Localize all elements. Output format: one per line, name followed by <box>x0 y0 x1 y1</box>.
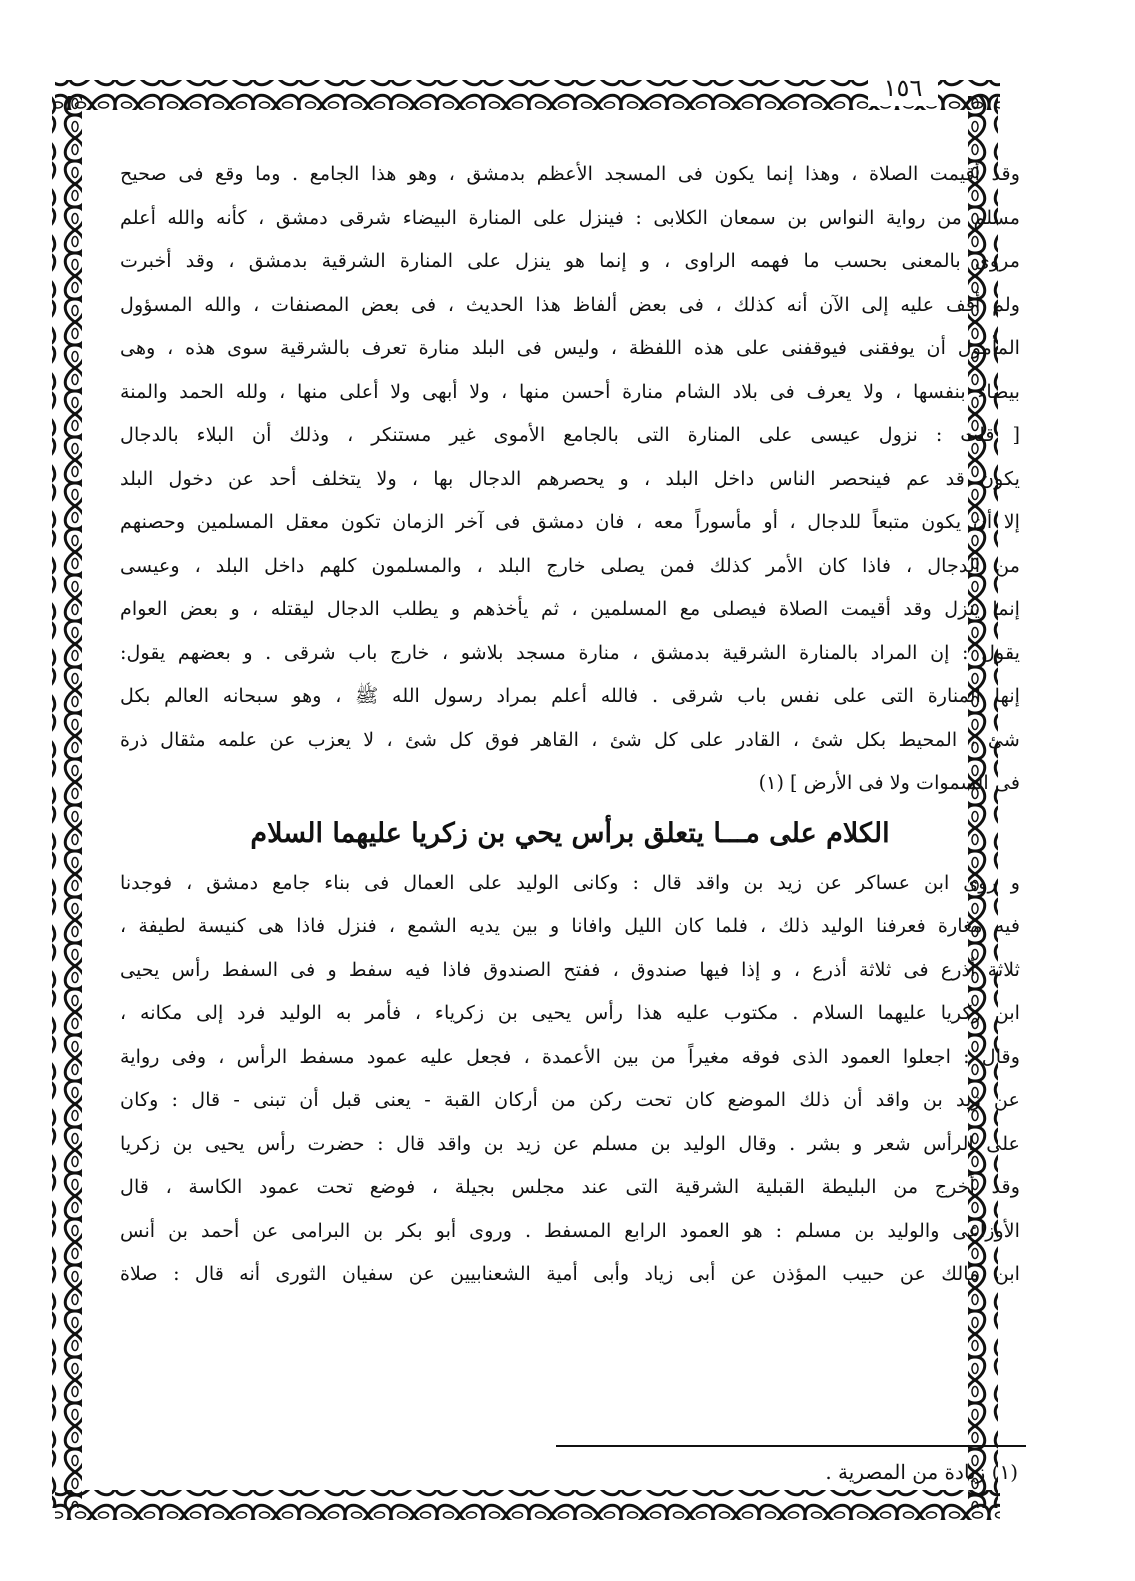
text-line: بيضاء بنفسها ، ولا يعرف فى بلاد الشام منارة أحسن منها ، ولا أبهى ولا أعلى منها ، ولله الحمد والمنة <box>120 379 1020 403</box>
text-line: من الدجال ، فاذا كان الأمر كذلك فمن يصلى خارج البلد ، والمسلمون كلهم داخل البلد ، وعيسى <box>120 553 1020 577</box>
page-content <box>120 152 1020 1296</box>
footnote-divider <box>556 1445 1026 1447</box>
section-heading: الكلام على مـــا يتعلق برأس يحي بن زكريا عليهما السلام <box>250 817 890 849</box>
text-line: فيه مغارة فعرفنا الوليد ذلك ، فلما كان الليل وافانا و بين يديه الشمع ، فنزل فاذا هى كنيسة لطيفة ، <box>120 914 1020 937</box>
border-left <box>52 96 82 1508</box>
border-top <box>55 80 1000 110</box>
text-line: وقد أقيمت الصلاة ، وهذا إنما يكون فى المسجد الأعظم بدمشق ، وهو هذا الجامع . وما وقع فى صحيح <box>120 162 1020 185</box>
text-line: عن زيد بن واقد أن ذلك الموضع كان تحت ركن من أركان القبة - يعنى قبل أن تبنى - قال : وكان <box>120 1088 1020 1111</box>
footnote <box>556 1455 1018 1489</box>
bracketed-addition <box>120 413 1020 805</box>
paragraph-1 <box>120 152 1020 413</box>
text-line: إلا أن يكون متبعاً للدجال ، أو مأسوراً معه ، فان دمشق فى آخر الزمان تكون معقل المسلمين وحصنهم <box>120 510 1020 533</box>
paragraph-3 <box>120 861 1020 1296</box>
text-line: و روى ابن عساكر عن زيد بن واقد قال : وكانى الوليد على العمال فى بناء جامع دمشق ، فوجدنا <box>120 870 1020 894</box>
page-number: ١٥٦ <box>868 70 938 106</box>
text-line: الأوزاعى والوليد بن مسلم : هو العمود الرابع المسفط . وروى أبو بكر بن البرامى عن أحمد بن أنس <box>120 1218 1020 1242</box>
text-line: يكون قد عم فينحصر الناس داخل البلد ، و يحصرهم الدجال بها ، ولا يتخلف أحد عن دخول البلد <box>120 466 1020 490</box>
text-line: يقول : إن المراد بالمنارة الشرقية بدمشق ، منارة مسجد بلاشو ، خارج باب شرقى . و بعضهم يقول: <box>120 640 1020 664</box>
footnote-text: زيادة من المصرية . <box>825 1460 986 1484</box>
text-line: إنما ينزل وقد أقيمت الصلاة فيصلى مع المسلمين ، ثم يأخذهم و يطلب الدجال ليقتله ، و بعض العوام <box>120 597 1020 620</box>
text-line: مسلم من رواية النواس بن سمعان الكلابى : فينزل على المنارة البيضاء شرقى دمشق ، كأنه والله أعلم <box>120 205 1020 229</box>
text-line: ثلاثة أذرع فى ثلاثة أذرع ، و إذا فيها صندوق ، ففتح الصندوق فاذا فيه سفط و فى السفط رأس يحيى <box>120 957 1020 981</box>
text-line: [ قلت : نزول عيسى على المنارة التى بالجامع الأموى غير مستنكر ، وذلك أن البلاء بالدجال <box>120 423 1020 446</box>
text-line: وقال : اجعلوا العمود الذى فوقه مغيراً من بين الأعمدة ، فجعل عليه عمود مسفط الرأس ، وفى رواية <box>120 1044 1020 1068</box>
text-line: ولم أقف عليه إلى الآن أنه كذلك ، فى بعض ألفاظ هذا الحديث ، فى بعض المصنفات ، والله المسؤول <box>120 292 1020 316</box>
footnote-marker: (١) <box>991 1460 1018 1484</box>
text-line: ابن زكريا عليهما السلام . مكتوب عليه هذا رأس يحيى بن زكرياء ، فأمر به الوليد فرد إلى مكانه ، <box>120 1001 1020 1024</box>
text-line: المأمول أن يوفقنى فيوقفنى على هذه اللفظة ، وليس فى البلد منارة تعرف بالشرقية سوى هذه ، وهى <box>120 336 1020 359</box>
text-line: وقد أخرج من البليطة القبلية الشرقية التى عند مجلس بجيلة ، فوضع تحت عمود الكاسة ، قال <box>120 1175 1020 1198</box>
text-line: ابن مالك عن حبيب المؤذن عن أبى زياد وأبى أمية الشعنابيين عن سفيان الثورى أنه قال : صلاة <box>120 1262 1020 1285</box>
text-line: مروى بالمعنى بحسب ما فهمه الراوى ، و إنما هو ينزل على المنارة الشرقية بدمشق ، وقد أخبرت <box>120 249 1020 272</box>
text-line: فى السموات ولا فى الأرض ] (١) <box>758 771 1020 794</box>
text-line: على الرأس شعر و بشر . وقال الوليد بن مسلم عن زيد بن واقد قال : حضرت رأس يحيى بن زكريا <box>120 1131 1020 1155</box>
border-bottom <box>55 1490 1000 1520</box>
text-line: إنها المنارة التى على نفس باب شرقى . فالله أعلم بمراد رسول الله ﷺ ، وهو سبحانه العالم بكل <box>120 684 1020 707</box>
text-line: شئ ، المحيط بكل شئ ، القادر على كل شئ ، القاهر فوق كل شئ ، لا يعزب عن علمه مثقال ذرة <box>120 727 1020 751</box>
